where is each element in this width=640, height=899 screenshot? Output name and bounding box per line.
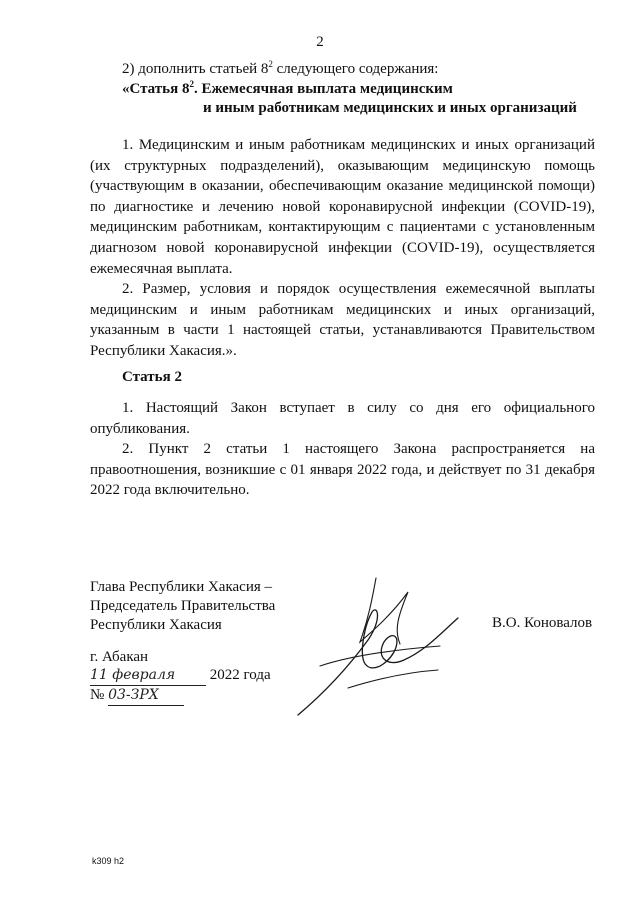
article-2-paragraph-2: 2. Пункт 2 статьи 1 настоящего Закона распространяется на правоотношения, возникшие с 01 января 2022 года, и действует по 31 декабря 2022 года включительно.	[90, 441, 595, 499]
signer-title-line-1: Глава Республики Хакасия –	[90, 579, 273, 595]
article-8-2-paragraph-1: 1. Медицинским и иным работникам медицинских и иных организаций (их структурных подразделений), оказывающим медицинскую помощь (участвующим в оказании, обеспечивающим оказание медицинской помощи) по диагностике и лечению новой коронавирусной инфекции (COVID-19), медицинским работникам, контактирующим с пациентами с установленным диагнозом новой коронавирусной инфекции (COVID-19), осуществляется ежемесячная выплата.	[90, 137, 595, 277]
law-number-prefix: №	[90, 687, 105, 703]
amendment-intro-text: 2) дополнить статьей 8	[122, 61, 269, 77]
signer-title-line-2: Председатель Правительства	[90, 598, 276, 614]
signer-name: В.О. Коновалов	[492, 615, 593, 631]
law-number	[90, 686, 184, 706]
footer-code: k309 h2	[92, 856, 125, 866]
date-year: 2022 года	[209, 667, 271, 683]
article-8-2-heading-b: . Ежемесячная выплата медицинским	[193, 81, 453, 97]
handwritten-law-number: 03-ЗРХ	[108, 686, 184, 706]
article-2-heading: Статья 2	[122, 369, 182, 385]
article-8-2-heading-line-2: и иным работникам медицинских и иных организаций	[203, 100, 577, 116]
handwritten-date: 11 февраля	[90, 666, 206, 686]
signing-date	[90, 666, 271, 686]
article-8-2-heading-line-1	[122, 80, 453, 99]
handwritten-signature	[290, 570, 490, 720]
article-8-2-paragraph-2: 2. Размер, условия и порядок осуществления ежемесячной выплаты медицинским и иным работникам медицинских и иных организаций, указанным в части 1 настоящей статьи, устанавливаются Правительством Республики Хакасия.».	[90, 281, 595, 359]
article-8-2-body	[90, 135, 595, 362]
signer-title-line-3: Республики Хакасия	[90, 617, 222, 633]
article-8-2-heading-a: «Статья 8	[122, 81, 190, 97]
article-2-body	[90, 398, 595, 501]
amendment-intro-sup: 2	[268, 59, 273, 69]
city: г. Абакан	[90, 649, 149, 665]
article-8-2-heading-sup: 2	[189, 79, 194, 89]
amendment-intro	[122, 60, 438, 79]
amendment-intro-tail: следующего содержания:	[272, 61, 439, 77]
page-number: 2	[316, 34, 324, 50]
article-2-paragraph-1: 1. Настоящий Закон вступает в силу со дня его официального опубликования.	[90, 400, 595, 437]
